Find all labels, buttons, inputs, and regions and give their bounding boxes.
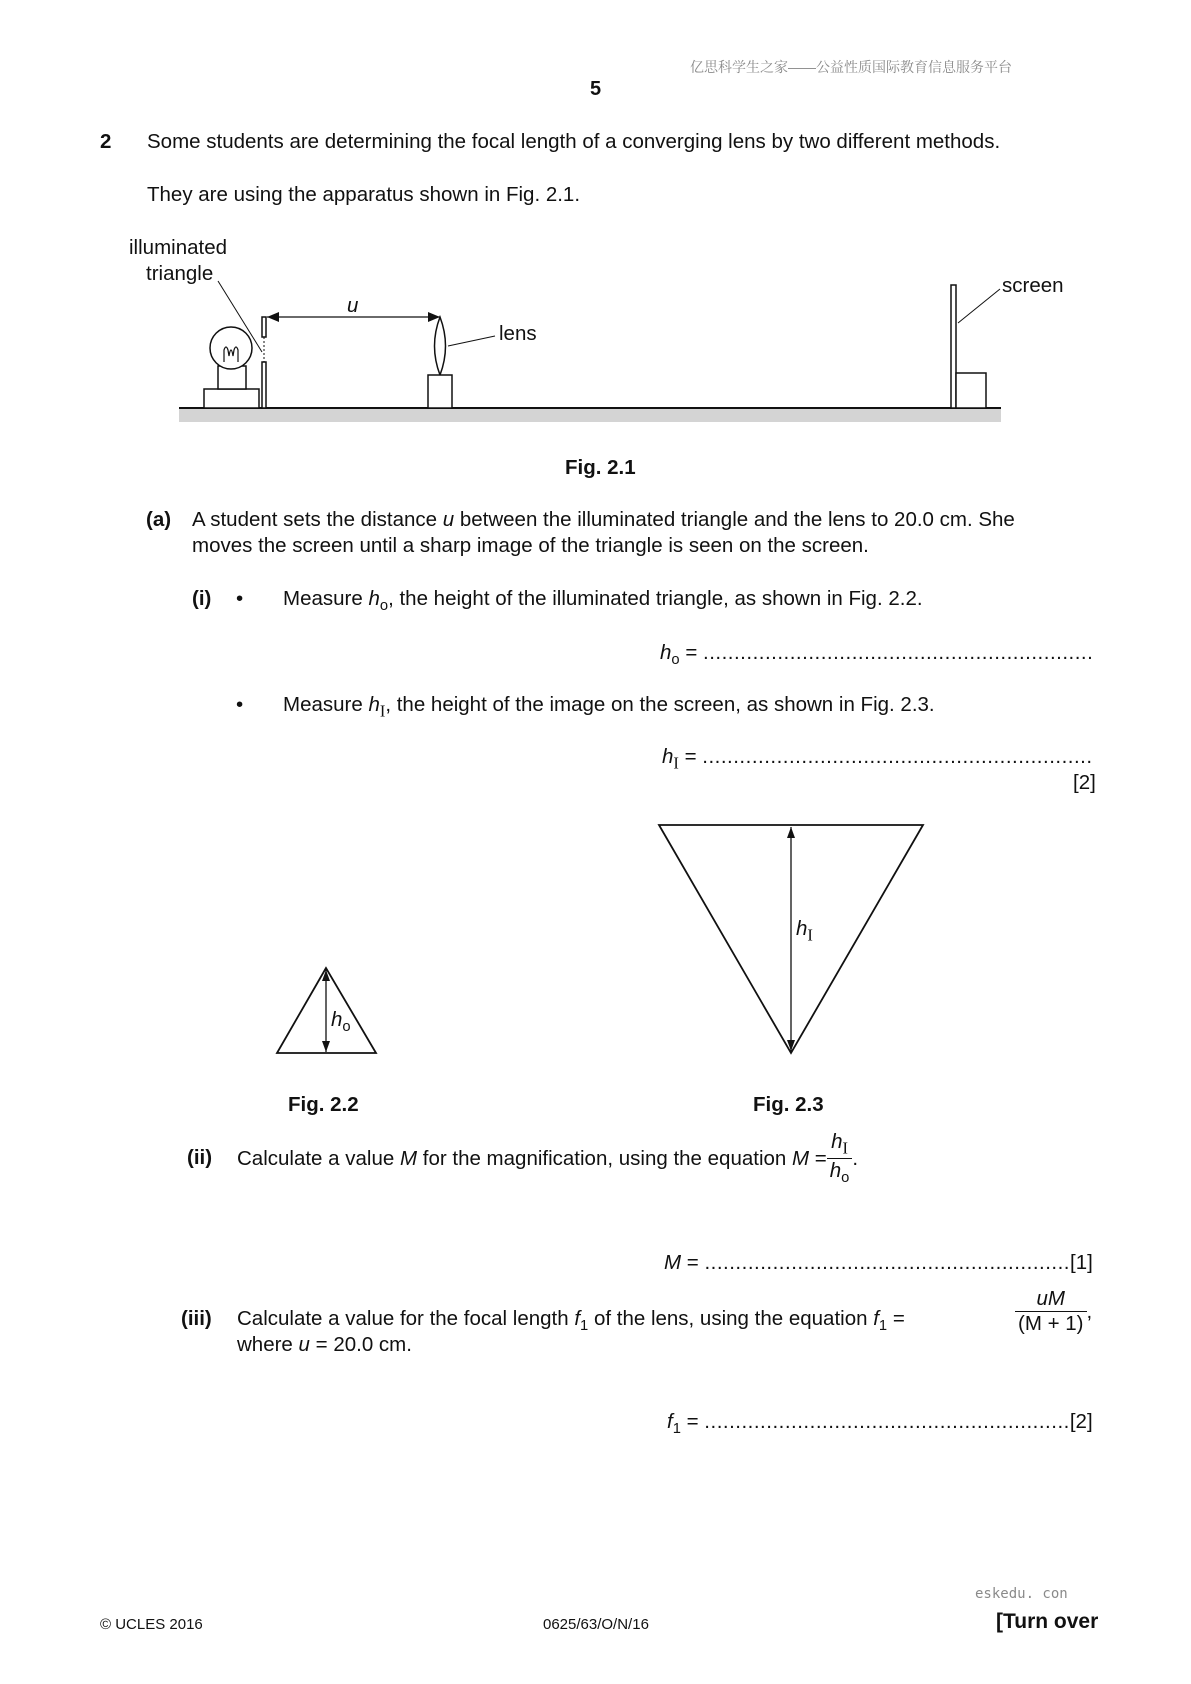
paper-code: 0625/63/O/N/16 [543,1616,649,1633]
copyright: © UCLES 2016 [100,1616,203,1633]
fig-2-2-label: $h_o$ [331,1008,351,1036]
label-u: u [347,294,359,317]
fig-2-2-caption: Fig. 2.2 [288,1093,359,1116]
part-iii-marks: [2] [1069,1410,1093,1433]
answer-m-dots[interactable]: ........................................................... [704,1251,1070,1274]
part-ii-marks: [1] [1070,1251,1093,1274]
question-intro: Some students are determining the focal length of a converging lens by two different methods. [147,130,1001,153]
fig-2-3-caption: Fig. 2.3 [753,1093,824,1116]
bullet-2-text: Measure $h_I$, the height of the image on the screen, as shown in Fig. 2.3. [283,693,935,721]
page-number: 5 [590,78,602,100]
part-ii-label: (ii) [187,1146,213,1169]
apparatus-line: They are using the apparatus shown in Fig. 2.1. [147,183,581,206]
answer-hi-line: $h_I$ = ............................................................... [662,745,1093,773]
answer-f1-dots[interactable]: ........................................................... [704,1410,1070,1433]
focal-length-fraction: $\frac{uM}{(M + 1)}$ , [1015,1288,1092,1336]
watermark-top: 亿思科学生之家——公益性质国际教育信息服务平台 [690,59,1012,75]
answer-f1-line: $f_1 = ...........................................................[2]$ [667,1410,1093,1438]
answer-ho-line: $h_o$ = ............................................................... [660,641,1094,669]
part-a-text-line2: moves the screen until a sharp image of the triangle is seen on the screen. [192,534,869,557]
part-a-text-line1: A student sets the distance u between the illuminated triangle and the lens to 20.0 cm. She [192,508,1015,531]
turn-over: [Turn over [996,1610,1099,1633]
part-i-marks: [2] [1073,771,1096,794]
part-iii-text-line1: Calculate a value for the focal length $f_1$ of the lens, using the equation $f_1$ = [237,1307,905,1335]
label-triangle: triangle [146,262,214,285]
label-screen: screen [1002,274,1064,297]
bullet-2: • [236,693,244,716]
bullet-1: • [236,587,244,610]
answer-m-line: M = ...........................................................[1] [664,1251,1093,1274]
part-a-label: (a) [146,508,172,531]
part-ii-text: Calculate a value M for the magnification, using the equation M = $\frac{h_I}{h_o}$ . [237,1130,859,1186]
part-iii-label: (iii) [181,1307,212,1330]
bullet-1-text: Measure $h_o$, the height of the illuminated triangle, as shown in Fig. 2.2. [283,587,923,615]
magnification-fraction: $\frac{h_I}{h_o}$ [827,1131,853,1188]
answer-ho-dots[interactable]: ............................................................... [703,641,1094,664]
part-iii-text-line2: where u = 20.0 cm. [237,1333,412,1356]
label-lens: lens [499,322,537,345]
watermark-bottom: eskedu. con [975,1586,1068,1602]
question-number: 2 [100,130,112,153]
label-illuminated: illuminated [129,236,227,259]
fig-2-3-label: $h_I$ [796,917,813,945]
part-i-label: (i) [192,587,212,610]
answer-hi-dots[interactable]: ............................................................... [702,745,1093,768]
fig-2-1-caption: Fig. 2.1 [565,456,636,479]
